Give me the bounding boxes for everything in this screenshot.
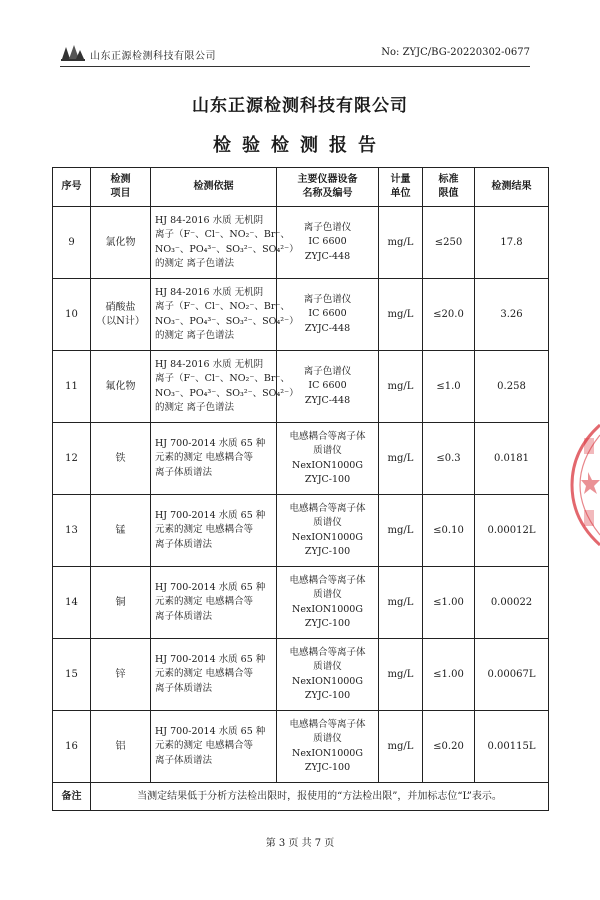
table-row: [53, 423, 549, 495]
cell-basis: HJ 700-2014 水质 65 种 元素的测定 电感耦合等 离子体质谱法: [151, 711, 277, 783]
cell-result: 17.8: [475, 207, 549, 279]
cell-no: 15: [53, 639, 91, 711]
cell-no: 11: [53, 351, 91, 423]
document-title: 检验检测报告: [213, 135, 387, 156]
cell-basis: HJ 84-2016 水质 无机阴 离子（F⁻、Cl⁻、NO₂⁻、Br⁻、 NO₃⁻、PO₄³⁻、SO₃²⁻、SO₄²⁻） 的测定 离子色谱法: [151, 207, 277, 279]
cell-limit: ≤0.3: [423, 423, 475, 495]
cell-item: 铁: [91, 423, 151, 495]
cell-instrument: 离子色谱仪 IC 6600 ZYJC-448: [277, 351, 379, 423]
red-seal-stamp-edge: [566, 420, 600, 550]
cell-limit: ≤1.0: [423, 351, 475, 423]
cell-item: 锌: [91, 639, 151, 711]
table-row: [53, 351, 549, 423]
remarks-text: 当测定结果低于分析方法检出限时，报使用的“方法检出限”，并加标志位“L”表示。: [91, 783, 549, 811]
cell-instrument: 电感耦合等离子体 质谱仪 NexION1000G ZYJC-100: [277, 639, 379, 711]
cell-unit: mg/L: [379, 207, 423, 279]
cell-unit: mg/L: [379, 279, 423, 351]
col-header-unit: 计量 单位: [379, 168, 423, 207]
cell-instrument: 离子色谱仪 IC 6600 ZYJC-448: [277, 207, 379, 279]
cell-limit: ≤0.10: [423, 495, 475, 567]
test-results-table: [52, 167, 549, 811]
remarks-row: [53, 783, 549, 811]
cell-result: 0.00115L: [475, 711, 549, 783]
page-number: 第 3 页 共 7 页: [265, 838, 335, 849]
col-header-limit: 标准 限值: [423, 168, 475, 207]
cell-unit: mg/L: [379, 351, 423, 423]
company-logo-icon: [60, 42, 86, 62]
cell-basis: HJ 84-2016 水质 无机阴 离子（F⁻、Cl⁻、NO₂⁻、Br⁻、 NO₃⁻、PO₄³⁻、SO₃²⁻、SO₄²⁻） 的测定 离子色谱法: [151, 279, 277, 351]
cell-basis: HJ 700-2014 水质 65 种 元素的测定 电感耦合等 离子体质谱法: [151, 639, 277, 711]
col-header-no: 序号: [53, 168, 91, 207]
cell-limit: ≤1.00: [423, 567, 475, 639]
table-row: [53, 639, 549, 711]
report-number: No: ZYJC/BG-20220302-0677: [381, 47, 530, 58]
cell-no: 12: [53, 423, 91, 495]
cell-item: 氟化物: [91, 351, 151, 423]
cell-item: 铜: [91, 567, 151, 639]
cell-instrument: 电感耦合等离子体 质谱仪 NexION1000G ZYJC-100: [277, 495, 379, 567]
cell-result: 3.26: [475, 279, 549, 351]
cell-result: 0.0181: [475, 423, 549, 495]
cell-no: 10: [53, 279, 91, 351]
table-row: [53, 711, 549, 783]
cell-instrument: 电感耦合等离子体 质谱仪 NexION1000G ZYJC-100: [277, 711, 379, 783]
cell-basis: HJ 700-2014 水质 65 种 元素的测定 电感耦合等 离子体质谱法: [151, 567, 277, 639]
cell-basis: HJ 700-2014 水质 65 种 元素的测定 电感耦合等 离子体质谱法: [151, 495, 277, 567]
cell-result: 0.00067L: [475, 639, 549, 711]
col-header-item: 检测 项目: [91, 168, 151, 207]
cell-no: 16: [53, 711, 91, 783]
col-header-basis: 检测依据: [151, 168, 277, 207]
cell-instrument: 电感耦合等离子体 质谱仪 NexION1000G ZYJC-100: [277, 567, 379, 639]
cell-limit: ≤20.0: [423, 279, 475, 351]
cell-unit: mg/L: [379, 495, 423, 567]
table-row: [53, 495, 549, 567]
page-header: [60, 42, 530, 64]
cell-instrument: 离子色谱仪 IC 6600 ZYJC-448: [277, 279, 379, 351]
cell-result: 0.00012L: [475, 495, 549, 567]
cell-unit: mg/L: [379, 423, 423, 495]
table-header-row: [53, 168, 549, 207]
table-row: [53, 207, 549, 279]
cell-unit: mg/L: [379, 711, 423, 783]
col-header-instrument: 主要仪器设备 名称及编号: [277, 168, 379, 207]
cell-instrument: 电感耦合等离子体 质谱仪 NexION1000G ZYJC-100: [277, 423, 379, 495]
cell-basis: HJ 84-2016 水质 无机阴 离子（F⁻、Cl⁻、NO₂⁻、Br⁻、 NO₃⁻、PO₄³⁻、SO₃²⁻、SO₄²⁻） 的测定 离子色谱法: [151, 351, 277, 423]
cell-limit: ≤1.00: [423, 639, 475, 711]
cell-item: 硝酸盐 （以N计）: [91, 279, 151, 351]
remarks-label: 备注: [53, 783, 91, 811]
document-company-title: 山东正源检测科技有限公司: [192, 96, 408, 116]
cell-no: 13: [53, 495, 91, 567]
cell-limit: ≤250: [423, 207, 475, 279]
cell-item: 铝: [91, 711, 151, 783]
cell-result: 0.00022: [475, 567, 549, 639]
cell-no: 9: [53, 207, 91, 279]
cell-result: 0.258: [475, 351, 549, 423]
cell-limit: ≤0.20: [423, 711, 475, 783]
header-divider: [60, 66, 530, 67]
cell-no: 14: [53, 567, 91, 639]
table-row: [53, 567, 549, 639]
table-row: [53, 279, 549, 351]
cell-basis: HJ 700-2014 水质 65 种 元素的测定 电感耦合等 离子体质谱法: [151, 423, 277, 495]
header-company-name: 山东正源检测科技有限公司: [90, 51, 216, 62]
cell-unit: mg/L: [379, 567, 423, 639]
cell-item: 锰: [91, 495, 151, 567]
cell-item: 氯化物: [91, 207, 151, 279]
cell-unit: mg/L: [379, 639, 423, 711]
col-header-result: 检测结果: [475, 168, 549, 207]
